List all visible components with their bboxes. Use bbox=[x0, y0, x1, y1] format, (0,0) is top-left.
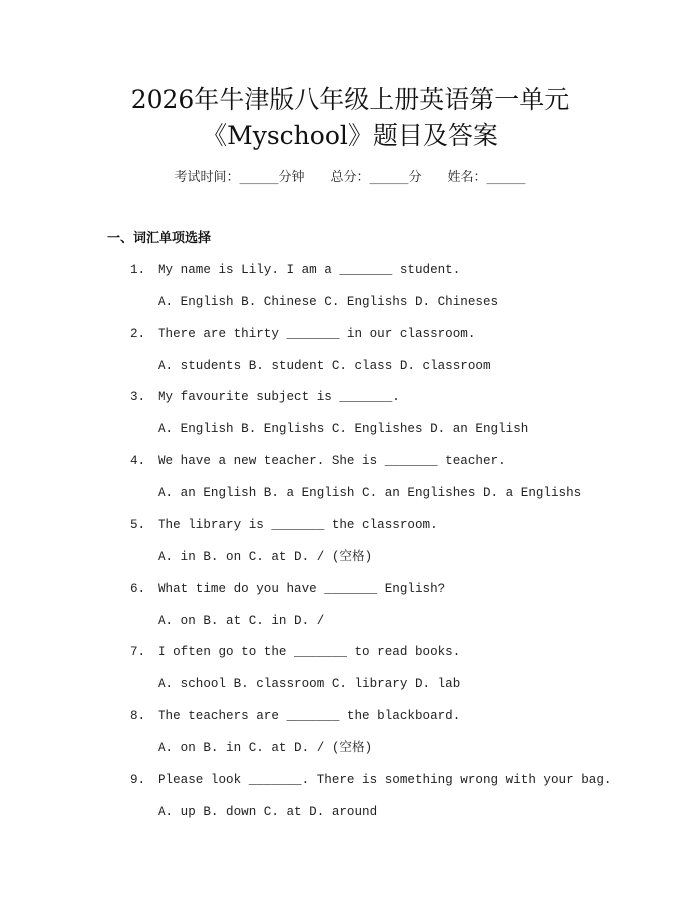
question-number: 7. bbox=[130, 645, 146, 659]
question-text: We have a new teacher. She is _______ teacher. bbox=[158, 454, 506, 468]
question-text: My name is Lily. I am a _______ student. bbox=[158, 263, 461, 277]
section-heading: 一、词汇单项选择 bbox=[107, 231, 212, 246]
question-text: Please look _______. There is something wrong with your bag. bbox=[158, 773, 612, 787]
exam-info bbox=[0, 168, 700, 188]
student-name-field: 姓名：______ bbox=[447, 170, 526, 185]
question-number: 4. bbox=[130, 454, 146, 468]
question-options: A. students B. student C. class D. classroom bbox=[158, 359, 491, 373]
question-number: 2. bbox=[130, 327, 146, 341]
question-options: A. school B. classroom C. library D. lab bbox=[158, 677, 461, 691]
question-text: The teachers are _______ the blackboard. bbox=[158, 709, 461, 723]
question-options: A. on B. in C. at D. / (空格) bbox=[158, 741, 373, 755]
question-text: What time do you have _______ English? bbox=[158, 582, 446, 596]
question-number: 3. bbox=[130, 390, 146, 404]
exam-time-field: 考试时间：______分钟 bbox=[174, 170, 305, 185]
question-options: A. English B. Chinese C. Englishs D. Chineses bbox=[158, 295, 499, 309]
question-number: 9. bbox=[130, 773, 146, 787]
question-number: 6. bbox=[130, 582, 146, 596]
page-title-line-1: 2026年牛津版八年级上册英语第一单元 bbox=[130, 85, 570, 114]
question-item bbox=[0, 580, 700, 652]
question-text: There are thirty _______ in our classroom. bbox=[158, 327, 476, 341]
question-text: The library is _______ the classroom. bbox=[158, 518, 438, 532]
question-options: A. up B. down C. at D. around bbox=[158, 805, 378, 819]
total-score-field: 总分：______分 bbox=[330, 170, 422, 185]
question-options: A. an English B. a English C. an Englishes D. a Englishs bbox=[158, 486, 582, 500]
question-options: A. on B. at C. in D. / bbox=[158, 614, 325, 628]
question-options: A. English B. Englishs C. Englishes D. an English bbox=[158, 422, 529, 436]
question-number: 8. bbox=[130, 709, 146, 723]
question-number: 5. bbox=[130, 518, 146, 532]
page-title-line-2: 《Myschool》题目及答案 bbox=[202, 121, 498, 150]
question-options: A. in B. on C. at D. / (空格) bbox=[158, 550, 373, 564]
question-text: My favourite subject is _______. bbox=[158, 390, 400, 404]
question-number: 1. bbox=[130, 263, 146, 277]
question-text: I often go to the _______ to read books. bbox=[158, 645, 461, 659]
